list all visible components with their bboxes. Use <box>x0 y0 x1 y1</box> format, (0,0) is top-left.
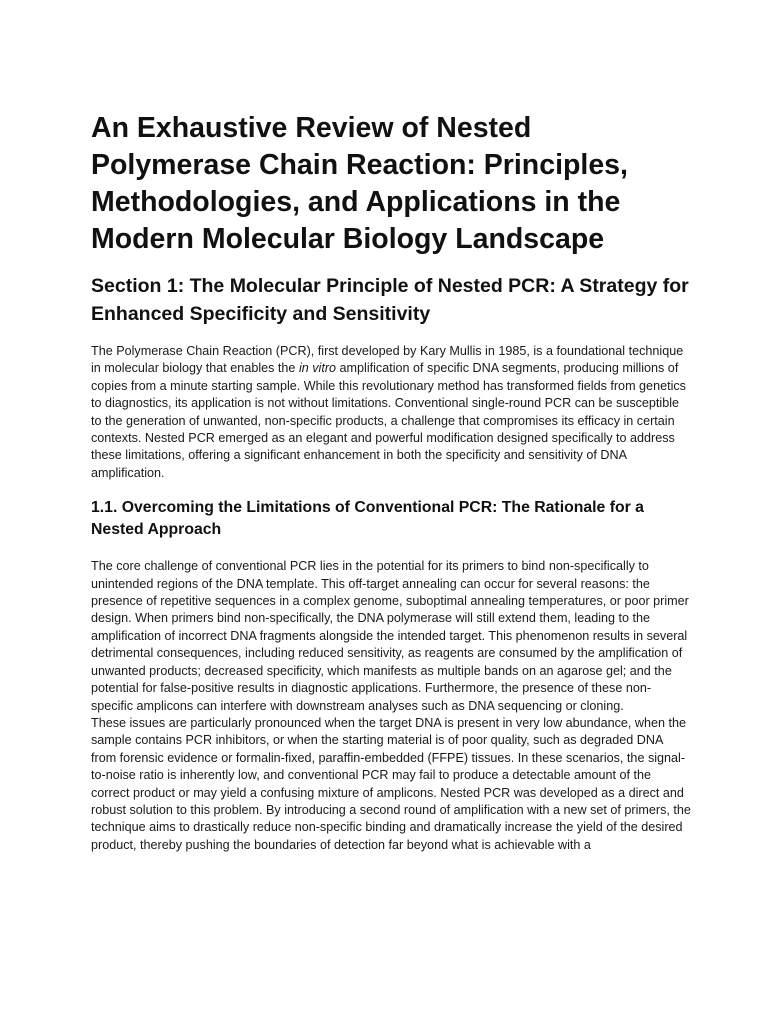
subsection-1-1-paragraph-2: These issues are particularly pronounced when the target DNA is present in very low abundance, when the sample contains PCR inhibitors, or when the starting material is of poor quality, such as degraded DNA from forensic evidence or formalin-fixed, paraffin-embedded (FFPE) tissues. In these scenarios, the signal-to-noise ratio is inherently low, and conventional PCR may fail to produce a detectable amount of the correct product or may yield a confusing mixture of amplicons. Nested PCR was developed as a direct and robust solution to this problem. By introducing a second round of amplification with a new set of primers, the technique aims to drastically reduce non-specific binding and dramatically increase the yield of the desired product, thereby pushing the boundaries of detection far beyond what is achievable with a <box>91 715 691 852</box>
document-title: An Exhaustive Review of Nested Polymerase Chain Reaction: Principles, Methodologies, and Applications in the Modern Molecular Biology Landscape <box>91 112 628 255</box>
subsection-1-1-paragraph-1: The core challenge of conventional PCR lies in the potential for its primers to bind non-specifically to unintended regions of the DNA template. This off-target annealing can occur for several reasons: the presence of repetitive sequences in a complex genome, suboptimal annealing temperatures, or poor primer design. When primers bind non-specifically, the DNA polymerase will still extend them, leading to the amplification of incorrect DNA fragments alongside the intended target. This phenomenon results in several detrimental consequences, including reduced sensitivity, as reagents are consumed by the amplification of unwanted products; decreased specificity, which manifests as multiple bands on an agarose gel; and the potential for false-positive results in diagnostic applications. Furthermore, the presence of these non-specific amplicons can interfere with downstream analyses such as DNA sequencing or cloning. <box>91 559 689 713</box>
section-1-heading: Section 1: The Molecular Principle of Nested PCR: A Strategy for Enhanced Specificity and Sensitivity <box>91 275 689 325</box>
subsection-1-1-heading: 1.1. Overcoming the Limitations of Conventional PCR: The Rationale for a Nested Approach <box>91 499 644 539</box>
intro-text-start: The Polymerase Chain Reaction (PCR), first developed by Kary Mullis in 1985, is a foundational technique in molecular biology that enables the <box>91 344 684 376</box>
intro-text-end: amplification of specific DNA segments, producing millions of copies from a minute starting sample. While this revolutionary method has transformed fields from genetics to diagnostics, its application is not without limitations. Conventional single-round PCR can be susceptible to the generation of unwanted, non-specific products, a challenge that compromises its efficacy in certain contexts. Nested PCR emerged as an elegant and powerful modification designed specifically to address these limitations, offering a significant enhancement in both the specificity and sensitivity of DNA amplification. <box>91 361 686 480</box>
intro-italic-term: in vitro <box>298 361 337 376</box>
section-1-intro-paragraph <box>91 343 691 482</box>
document-page <box>91 110 691 854</box>
